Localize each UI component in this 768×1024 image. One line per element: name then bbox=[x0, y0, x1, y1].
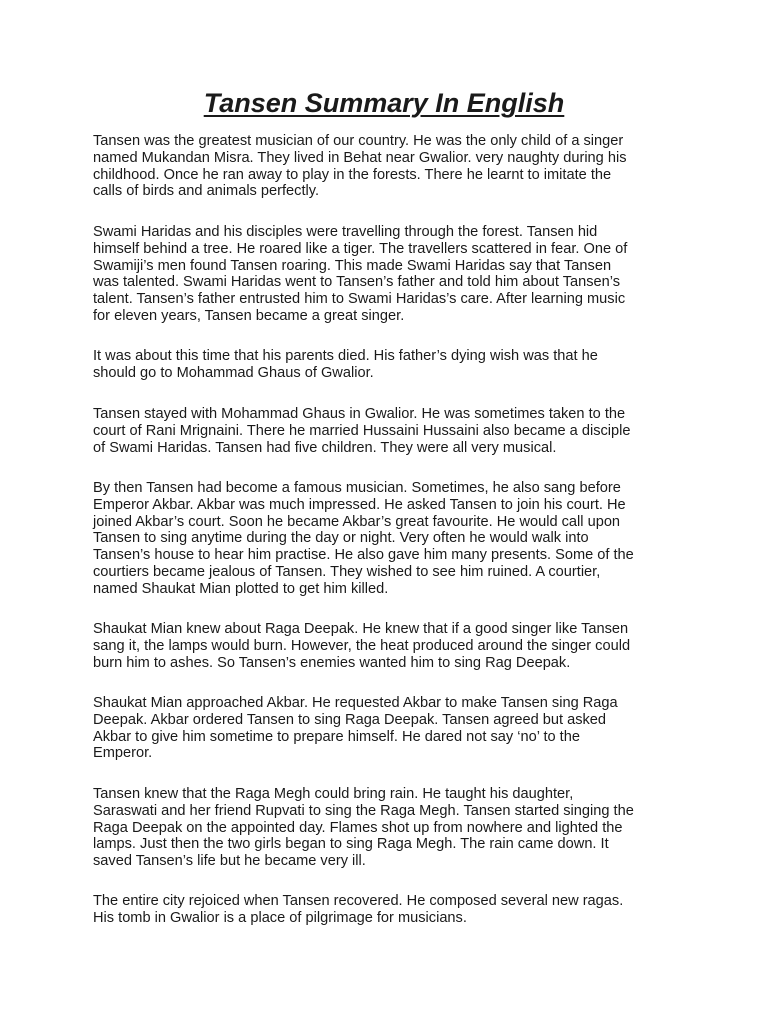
text-line: It was about this time that his parents died. His father’s dying wish was that he bbox=[93, 348, 598, 364]
text-line: Emperor Akbar. Akbar was much impressed. He asked Tansen to join his court. He bbox=[93, 496, 626, 513]
text-line: of Swami Haridas. Tansen had five children. They were all very musical. bbox=[93, 439, 557, 456]
text-line: burn him to ashes. So Tansen’s enemies wanted him to sing Rag Deepak. bbox=[93, 654, 571, 671]
text-line: sang it, the lamps would burn. However, the heat produced around the singer could bbox=[93, 637, 631, 654]
paragraph-1 bbox=[93, 133, 677, 200]
text-line: should go to Mohammad Ghaus of Gwalior. bbox=[93, 364, 374, 381]
text-line: for eleven years, Tansen became a great singer. bbox=[93, 307, 405, 324]
text-line: Tansen’s house to hear him practise. He also gave him many presents. Some of the bbox=[93, 547, 634, 564]
text-line: joined Akbar’s court. Soon he became Akbar’s great favourite. He would call upon bbox=[93, 513, 621, 530]
text-line: By then Tansen had become a famous musician. Sometimes, he also sang before bbox=[93, 480, 621, 496]
text-line: lamps. Just then the two girls began to sing Raga Megh. The rain came down. It bbox=[93, 836, 609, 853]
text-line: named Mukandan Misra. They lived in Behat near Gwalior. very naughty during his bbox=[93, 149, 627, 166]
text-line: His tomb in Gwalior is a place of pilgrimage for musicians. bbox=[93, 909, 467, 926]
text-line: Tansen stayed with Mohammad Ghaus in Gwalior. He was sometimes taken to the bbox=[93, 406, 626, 422]
text-line: Akbar to give him sometime to prepare himself. He dared not say ‘no’ to the bbox=[93, 728, 580, 745]
text-line: himself behind a tree. He roared like a tiger. The travellers scattered in fear. One of bbox=[93, 240, 628, 257]
paragraph-8 bbox=[93, 786, 677, 870]
text-line: was talented. Swami Haridas went to Tansen’s father and told him about Tansen’s bbox=[93, 274, 621, 291]
paragraph-9 bbox=[93, 893, 677, 927]
text-line: saved Tansen’s life but he became very ill. bbox=[93, 853, 366, 870]
paragraph-3 bbox=[93, 348, 677, 382]
paragraph-7 bbox=[93, 695, 677, 762]
text-line: Emperor. bbox=[93, 745, 153, 762]
text-line: Tansen was the greatest musician of our country. He was the only child of a singer bbox=[93, 133, 624, 149]
text-line: childhood. Once he ran away to play in the forests. There he learnt to imitate the bbox=[93, 166, 612, 183]
text-line: talent. Tansen’s father entrusted him to Swami Haridas’s care. After learning music bbox=[93, 291, 626, 308]
text-line: court of Rani Mrignaini. There he married Hussaini Hussaini also became a disciple bbox=[93, 422, 631, 439]
document-title: Tansen Summary In English bbox=[203, 88, 565, 118]
text-line: Swami Haridas and his disciples were travelling through the forest. Tansen hid bbox=[93, 224, 598, 240]
text-line: calls of birds and animals perfectly. bbox=[93, 183, 320, 200]
text-line: named Shaukat Mian plotted to get him killed. bbox=[93, 580, 389, 597]
text-line: Shaukat Mian approached Akbar. He requested Akbar to make Tansen sing Raga bbox=[93, 695, 618, 711]
text-line: Swamiji’s men found Tansen roaring. This made Swami Haridas say that Tansen bbox=[93, 257, 612, 274]
text-line: Deepak. Akbar ordered Tansen to sing Raga Deepak. Tansen agreed but asked bbox=[93, 711, 607, 728]
text-line: courtiers became jealous of Tansen. They wished to see him ruined. A courtier, bbox=[93, 563, 601, 580]
text-line: Saraswati and her friend Rupvati to sing the Raga Megh. Tansen started singing the bbox=[93, 802, 634, 819]
paragraph-2 bbox=[93, 224, 677, 325]
text-line: Tansen to sing anytime during the day or night. Very often he would walk into bbox=[93, 530, 589, 547]
text-line: Tansen knew that the Raga Megh could bring rain. He taught his daughter, bbox=[93, 786, 574, 802]
paragraph-4 bbox=[93, 406, 677, 456]
text-line: Shaukat Mian knew about Raga Deepak. He knew that if a good singer like Tansen bbox=[93, 621, 629, 637]
paragraph-6 bbox=[93, 621, 677, 671]
text-line: Raga Deepak on the appointed day. Flames shot up from nowhere and lighted the bbox=[93, 819, 623, 836]
text-line: The entire city rejoiced when Tansen recovered. He composed several new ragas. bbox=[93, 893, 624, 909]
paragraph-5 bbox=[93, 480, 677, 598]
